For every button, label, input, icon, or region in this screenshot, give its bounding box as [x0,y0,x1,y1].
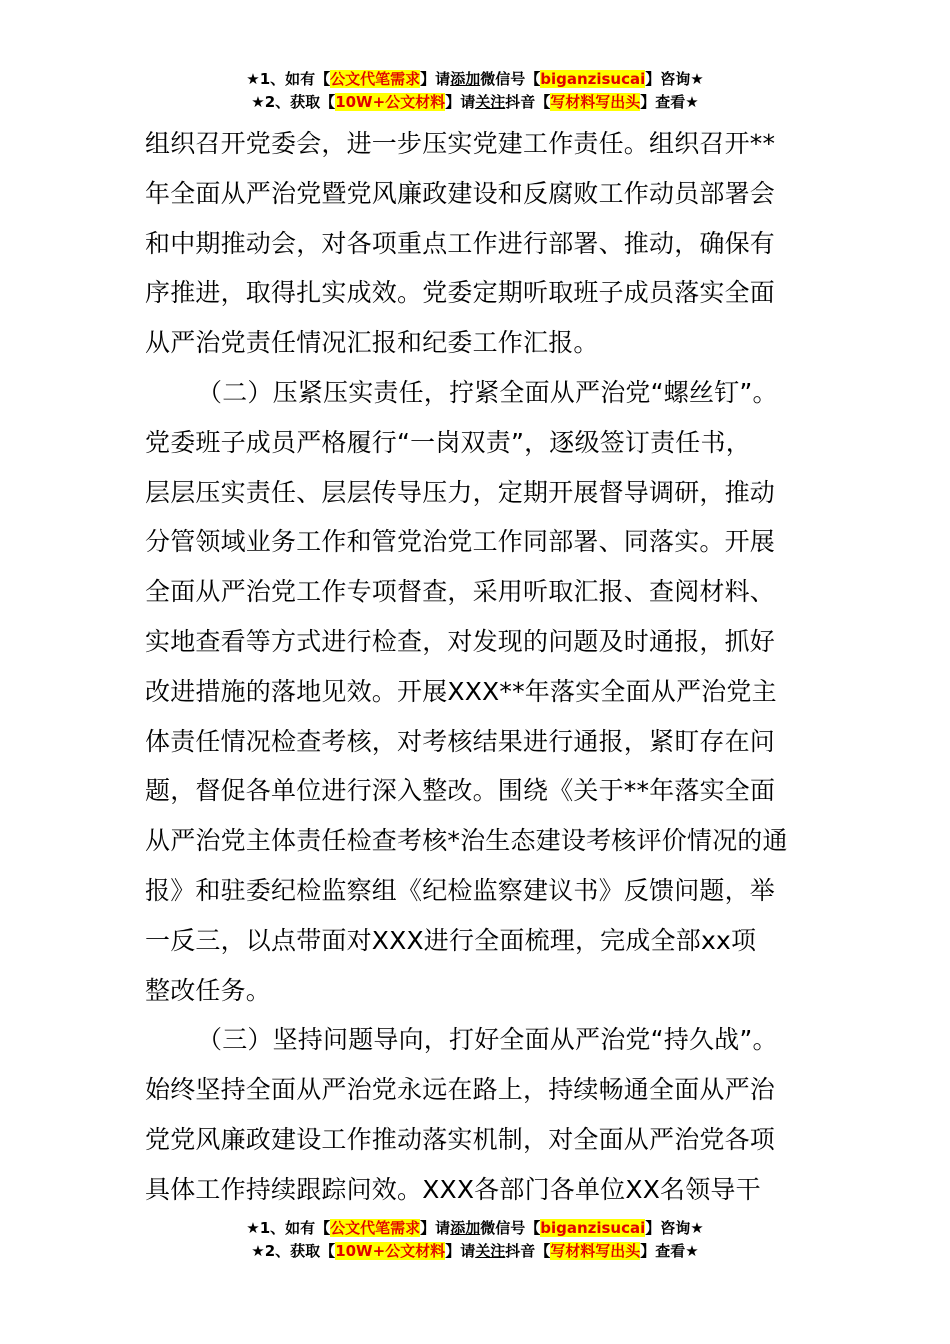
banner-line-1 [0,1217,950,1240]
banner-text: ★2、获取【 [251,93,336,111]
banner-highlight: biganzisucai [540,1219,646,1237]
banner-highlight: 写材料写出头 [550,1242,641,1260]
banner-highlight: 公文代笔需求 [330,1219,421,1237]
banner-highlight: 10W+公文材料 [335,93,446,111]
text-line: 党委班子成员严格履行“一岗双责”，逐级签订责任书， [145,427,751,457]
text-line: 序推进，取得扎实成效。党委定期听取班子成员落实全面 [145,278,776,308]
banner-text: 】咨询★ [645,70,704,88]
banner-text: ★2、获取【 [251,1242,336,1260]
text-line: 和中期推动会，对各项重点工作进行部署、推动，确保有 [145,228,776,258]
text-line: 全面从严治党工作专项督查，采用听取汇报、查阅材料、 [145,577,776,607]
text-line: 党党风廉政建设工作推动落实机制，对全面从严治党各项 [145,1124,776,1154]
text-line: 题，督促各单位进行深入整改。围绕《关于**年落实全面 [145,776,776,806]
banner-text: ★1、如有【 [246,70,331,88]
text-line: 年全面从严治党暨党风廉政建设和反腐败工作动员部署会 [145,178,776,208]
text-line: 从严治党责任情况汇报和纪委工作汇报。 [145,328,599,358]
banner-highlight: 写材料写出头 [550,93,641,111]
footer-banner [0,1217,950,1263]
banner-text: 】咨询★ [645,1219,704,1237]
banner-text: 】请 [445,1242,476,1260]
text-line: 分管领域业务工作和管党治党工作同部署、同落实。开展 [145,527,776,557]
banner-underlined: 添加 [450,1219,481,1237]
section-heading: （三）坚持问题导向，打好全面从严治党“持久战”。 [197,1025,778,1055]
banner-underlined: 添加 [450,70,481,88]
text-line: 整改任务。 [145,975,272,1005]
header-banner [0,68,950,114]
text-line: 从严治党主体责任检查考核*治生态建设考核评价情况的通 [145,826,788,856]
banner-text: 】查看★ [640,93,699,111]
banner-underlined: 关注 [475,93,506,111]
banner-text: 微信号【 [480,1219,541,1237]
banner-line-2 [0,91,950,114]
banner-line-1 [0,68,950,91]
banner-highlight: 公文代笔需求 [330,70,421,88]
banner-highlight: biganzisucai [540,70,646,88]
banner-text: 】请 [420,70,451,88]
text-line: 报》和驻委纪检监察组《纪检监察建议书》反馈问题，举 [145,875,776,905]
banner-text: 】请 [445,93,476,111]
banner-text: 抖音【 [505,1242,551,1260]
section-heading: （二）压紧压实责任，拧紧全面从严治党“螺丝钉”。 [197,377,778,407]
banner-text: 】请 [420,1219,451,1237]
banner-text: 】查看★ [640,1242,699,1260]
banner-underlined: 关注 [475,1242,506,1260]
banner-line-2 [0,1240,950,1263]
text-line: 一反三，以点带面对XXX进行全面梳理，完成全部xx项 [145,925,757,955]
text-line: 改进措施的落地见效。开展XXX**年落实全面从严治党主 [145,676,777,706]
banner-highlight: 10W+公文材料 [335,1242,446,1260]
document-body [145,119,805,1215]
text-line: 实地查看等方式进行检查，对发现的问题及时通报，抓好 [145,626,776,656]
banner-text: 微信号【 [480,70,541,88]
text-line: 体责任情况检查考核，对考核结果进行通报，紧盯存在问 [145,726,776,756]
banner-text: 抖音【 [505,93,551,111]
text-line: 始终坚持全面从严治党永远在路上，持续畅通全面从严治 [145,1075,776,1105]
banner-text: ★1、如有【 [246,1219,331,1237]
text-line: 组织召开党委会，进一步压实党建工作责任。组织召开** [145,129,776,158]
text-line: 层层压实责任、层层传导压力，定期开展督导调研，推动 [145,477,776,507]
text-line: 具体工作持续跟踪问效。XXX各部门各单位XX名领导干 [145,1174,761,1204]
